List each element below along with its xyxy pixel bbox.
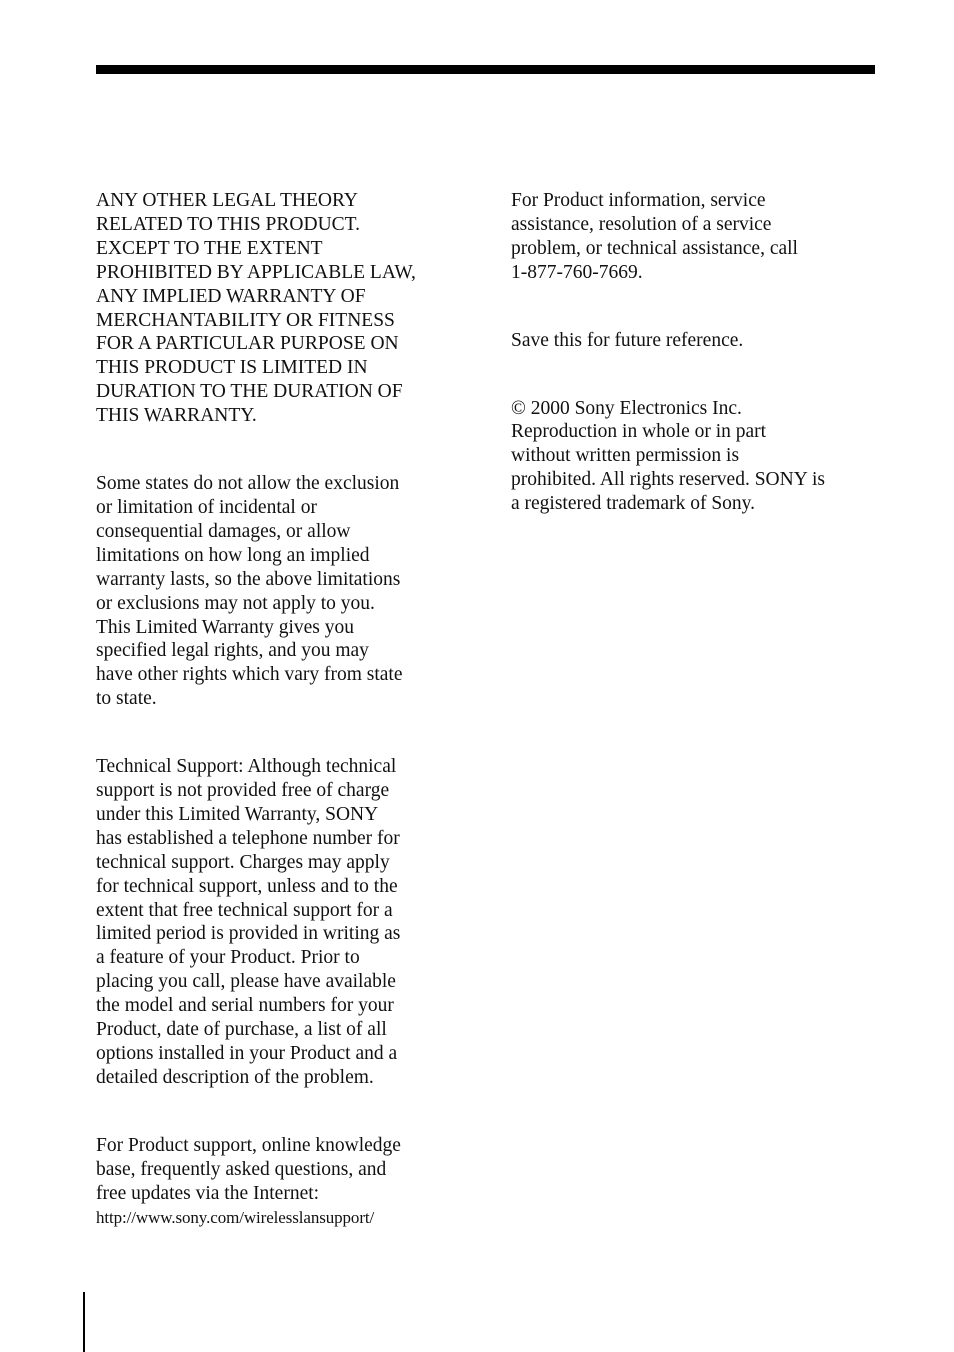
contact-info-paragraph: For Product information, service assistance, resolution of a service problem, or technical assistance, call 1-877-760-7669. <box>511 190 798 283</box>
save-reference-paragraph: Save this for future reference. <box>511 329 744 351</box>
header-rule <box>96 65 875 74</box>
right-column <box>511 189 877 516</box>
state-rights-paragraph: Some states do not allow the exclusion or limitation of incidental or consequential damages, or allow limitations on how long an implied warranty lasts, so the above limitations or exclusions may not apply to you. This Limited Warranty gives you specified legal rights, and you may have other rights which vary from state to state. <box>96 473 403 710</box>
margin-rule <box>83 1292 85 1352</box>
paragraph-spacer <box>96 428 462 472</box>
paragraph-spacer <box>511 285 877 329</box>
left-column <box>96 189 462 1229</box>
paragraph-spacer <box>96 711 462 755</box>
paragraph-spacer <box>96 1090 462 1134</box>
paragraph-spacer <box>511 353 877 397</box>
technical-support-paragraph: Technical Support: Although technical support is not provided free of charge under this Limited Warranty, SONY has established a telephone number for technical support. Charges may apply for technical support, unless and to the extent that free technical support for a limited period is provided in writing as a feature of your Product. Prior to placing you call, please have available the model and serial numbers for your Product, date of purchase, a list of all options installed in your Product and a detailed description of the problem. <box>96 756 401 1088</box>
warranty-limitation-paragraph: ANY OTHER LEGAL THEORY RELATED TO THIS PRODUCT. EXCEPT TO THE EXTENT PROHIBITED BY APPLICABLE LAW, ANY IMPLIED WARRANTY OF MERCHANTABILITY OR FITNESS FOR A PARTICULAR PURPOSE ON THIS PRODUCT IS LIMITED IN DURATION TO THE DURATION OF THIS WARRANTY. <box>96 190 416 427</box>
support-url-link[interactable]: http://www.sony.com/wirelesslansupport/ <box>96 1207 375 1227</box>
online-support-paragraph: For Product support, online knowledge base, frequently asked questions, and free updates via the Internet: <box>96 1134 401 1204</box>
copyright-paragraph: © 2000 Sony Electronics Inc. Reproduction in whole or in part without written permission is prohibited. All rights reserved. SONY is a registered trademark of Sony. <box>511 397 825 515</box>
